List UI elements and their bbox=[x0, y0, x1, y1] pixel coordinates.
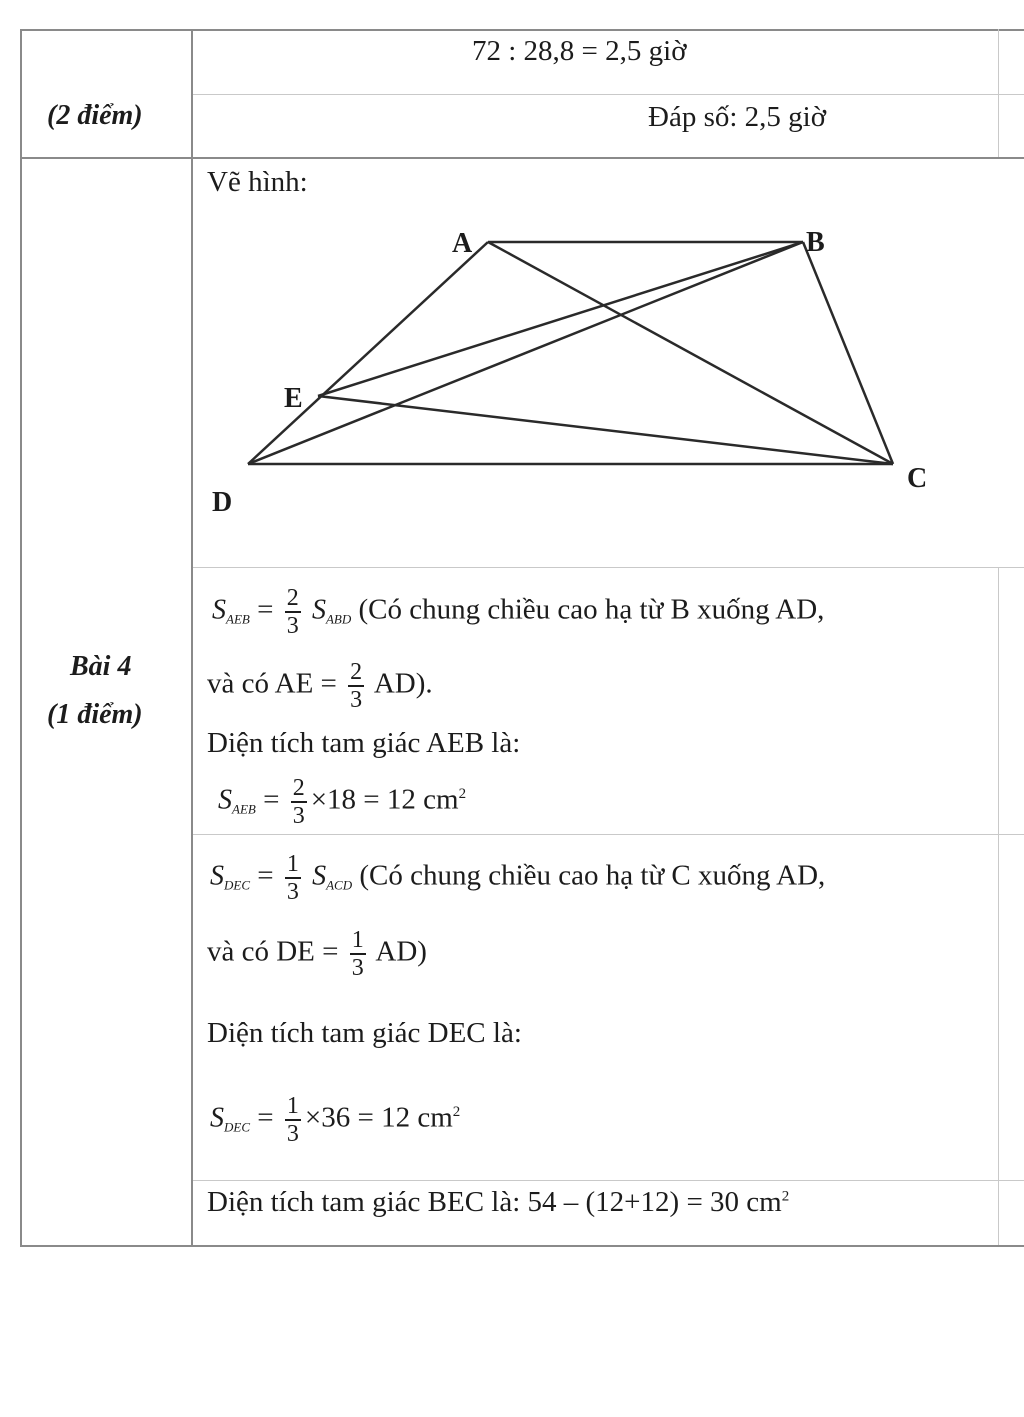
fraction-two-thirds: $\frac{2}{3}$ bbox=[292, 775, 305, 829]
fraction-two-thirds: $\frac{2}{3}$ bbox=[350, 659, 363, 713]
segment-eb bbox=[318, 242, 803, 396]
row1-answer: Đáp số: 2,5 giờ bbox=[648, 101, 827, 133]
subscript-dec: DEC bbox=[224, 877, 250, 893]
step1-reason: (Có chung chiều cao hạ từ B xuống AD, bbox=[358, 593, 825, 626]
segment-ec bbox=[318, 396, 893, 464]
subscript-aeb: AEB bbox=[226, 611, 250, 627]
segment-bc bbox=[803, 242, 893, 464]
step2-de-line: và có DE = $\frac{1}{3}$ AD) bbox=[207, 927, 427, 981]
trapezoid-figure bbox=[0, 0, 1024, 560]
step3-bec-area: Diện tích tam giác BEC là: 54 – (12+12) = 30 $cm^2$ bbox=[207, 1186, 790, 1218]
step2-area-heading: Diện tích tam giác DEC là: bbox=[207, 1017, 522, 1049]
draw-figure-label: Vẽ hình: bbox=[207, 166, 308, 198]
step2-divider bbox=[192, 1180, 1024, 1181]
step1-divider bbox=[192, 834, 1024, 835]
right-column-edge-bottom bbox=[998, 567, 999, 1245]
table-bottom-border bbox=[20, 1245, 1024, 1247]
figure-divider bbox=[192, 567, 1024, 568]
step2-ratio-line: $S_{DEC}$ = $\frac{1}{3}$ $S_{ACD}$ (Có chung chiều cao hạ từ C xuống AD, bbox=[210, 851, 826, 905]
point-label-d: D bbox=[212, 487, 233, 518]
step1-ae-line: và có AE = $\frac{2}{3}$ AD). bbox=[207, 659, 433, 713]
point-label-c: C bbox=[907, 463, 928, 494]
fraction-one-third: $\frac{1}{3}$ bbox=[286, 851, 299, 905]
subscript-abd: ABD bbox=[325, 611, 352, 627]
step2-calculation: $S_{DEC}$ = $\frac{1}{3}$ ×36 = 12 $cm^2$ bbox=[210, 1093, 461, 1147]
bai4-title: Bài 4 bbox=[70, 651, 132, 682]
step1-ratio-line: $S_{AEB}$ = $\frac{2}{3}$ $S_{ABD}$ (Có chung chiều cao hạ từ B xuống AD, bbox=[212, 585, 825, 639]
row1-points-label: (2 điểm) bbox=[47, 100, 143, 131]
point-label-e: E bbox=[284, 383, 303, 414]
subscript-acd: ACD bbox=[326, 877, 353, 893]
bai4-points: (1 điểm) bbox=[47, 699, 143, 730]
diagonal-bd bbox=[248, 242, 803, 464]
fraction-one-third: $\frac{1}{3}$ bbox=[286, 1093, 299, 1147]
step2-reason: (Có chung chiều cao hạ từ C xuống AD, bbox=[359, 859, 826, 892]
fraction-two-thirds: $\frac{2}{3}$ bbox=[286, 585, 299, 639]
point-label-a: A bbox=[452, 228, 473, 259]
diagonal-ac bbox=[488, 242, 893, 464]
step1-calculation: $S_{AEB}$ = $\frac{2}{3}$ ×18 = 12 $cm^2$ bbox=[218, 775, 467, 829]
row1-formula: 72 : 28,8 = 2,5 giờ bbox=[472, 35, 687, 67]
fraction-one-third: $\frac{1}{3}$ bbox=[351, 927, 364, 981]
step1-area-heading: Diện tích tam giác AEB là: bbox=[207, 727, 521, 759]
point-label-b: B bbox=[806, 227, 825, 258]
